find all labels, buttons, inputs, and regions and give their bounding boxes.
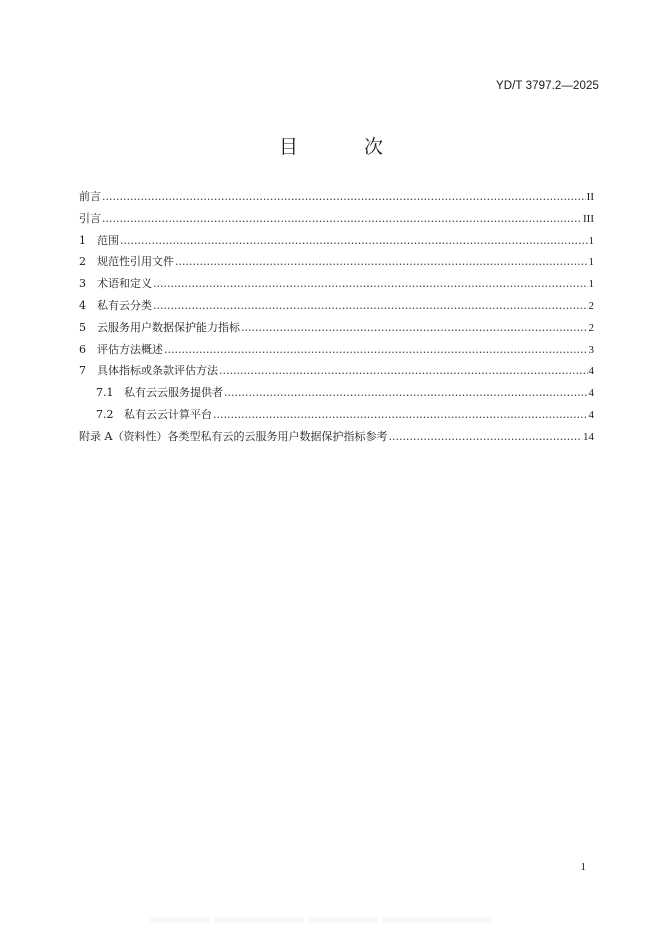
- toc-entry-7[interactable]: [79, 362, 594, 384]
- toc-leader: [153, 299, 588, 312]
- page-number: 1: [580, 861, 586, 873]
- toc-page: 1: [588, 278, 594, 291]
- table-of-contents: [79, 188, 594, 450]
- toc-number: 7.2: [96, 407, 114, 421]
- toc-page: 3: [588, 343, 594, 356]
- toc-label: 云服务用户数据保护能力指标: [97, 320, 240, 334]
- toc-number: 7.1: [96, 386, 114, 400]
- toc-label: 私有云分类: [97, 298, 152, 312]
- toc-page: 1: [588, 234, 594, 247]
- toc-number: 3: [79, 277, 86, 291]
- toc-entry-1[interactable]: [79, 232, 594, 254]
- toc-entry-4[interactable]: [79, 297, 594, 319]
- toc-page: 14: [583, 430, 594, 443]
- toc-page: 4: [588, 408, 594, 421]
- toc-number: 4: [79, 298, 86, 312]
- toc-entry-introduction[interactable]: [79, 210, 594, 232]
- faint-watermark: [150, 908, 510, 920]
- toc-entry-foreword[interactable]: [79, 188, 594, 210]
- toc-leader: [219, 364, 588, 377]
- document-code: YD/T 3797.2—2025: [495, 80, 599, 92]
- toc-page: 4: [588, 365, 594, 378]
- toc-entry-7-2[interactable]: [79, 406, 594, 428]
- toc-number: 5: [79, 320, 86, 334]
- toc-page: 2: [588, 299, 594, 312]
- toc-label: 附录 A（资料性）各类型私有云的云服务用户数据保护指标参考: [79, 429, 388, 443]
- toc-leader: [102, 190, 586, 203]
- toc-label: 评估方法概述: [97, 342, 163, 356]
- toc-label: 规范性引用文件: [97, 255, 174, 269]
- toc-leader: [241, 321, 588, 334]
- toc-number: 2: [79, 255, 86, 269]
- toc-entry-2[interactable]: [79, 253, 594, 275]
- toc-page: II: [586, 191, 594, 203]
- toc-label: 引言: [79, 211, 101, 225]
- toc-number: 6: [79, 342, 86, 356]
- toc-leader: [102, 212, 582, 225]
- toc-entry-6[interactable]: [79, 341, 594, 363]
- toc-label: 前言: [79, 190, 101, 203]
- toc-entry-3[interactable]: [79, 275, 594, 297]
- toc-page: 2: [588, 321, 594, 334]
- toc-label: 术语和定义: [97, 277, 152, 291]
- toc-entry-annex-a[interactable]: [79, 428, 594, 450]
- toc-leader: [120, 234, 588, 247]
- toc-label: 具体指标或条款评估方法: [97, 364, 218, 378]
- toc-entry-5[interactable]: [79, 319, 594, 341]
- toc-number: 1: [79, 233, 86, 247]
- toc-number: 7: [79, 364, 86, 378]
- toc-label: 私有云云服务提供者: [124, 386, 223, 400]
- toc-page: 1: [588, 256, 594, 269]
- toc-label: 范围: [97, 233, 119, 247]
- toc-leader: [224, 386, 588, 399]
- toc-leader: [388, 430, 582, 443]
- toc-page: III: [583, 212, 594, 225]
- toc-leader: [175, 255, 588, 268]
- page-title: 目 次: [278, 136, 414, 158]
- toc-leader: [213, 408, 588, 421]
- toc-page: 4: [588, 387, 594, 400]
- toc-leader: [153, 277, 588, 290]
- toc-label: 私有云云计算平台: [124, 407, 212, 421]
- toc-entry-7-1[interactable]: [79, 384, 594, 406]
- toc-leader: [164, 343, 588, 356]
